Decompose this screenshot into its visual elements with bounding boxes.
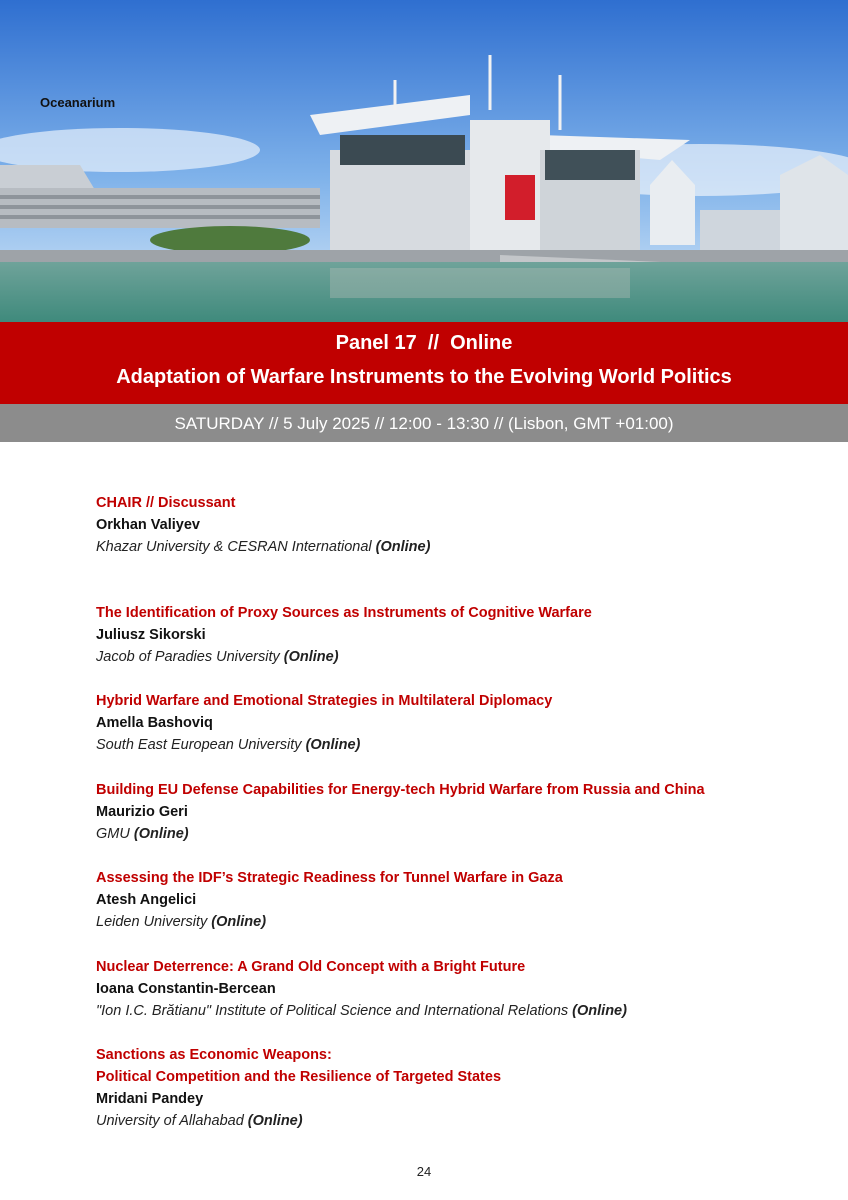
online-tag: (Online) <box>572 1003 627 1019</box>
chair-name: Orkhan Valiyev <box>96 517 200 533</box>
online-tag: (Online) <box>211 914 267 930</box>
paper-entry <box>96 779 816 845</box>
affiliation-text: University of Allahabad <box>96 1113 248 1129</box>
author-name: Maurizio Geri <box>96 804 188 820</box>
author-affiliation <box>96 823 816 845</box>
author-name: Atesh Angelici <box>96 892 197 908</box>
online-tag: (Online) <box>247 1113 303 1129</box>
hero-caption: Oceanarium <box>40 95 116 110</box>
online-tag: (Online) <box>375 539 431 555</box>
online-tag: (Online) <box>305 737 361 753</box>
paper-title: Sanctions as Economic Weapons: <box>96 1047 332 1063</box>
author-name: Amella Bashoviq <box>96 715 213 731</box>
online-tag: (Online) <box>133 826 189 842</box>
paper-title-continued: Political Competition and the Resilience of Targeted States <box>96 1069 502 1085</box>
online-tag: (Online) <box>283 649 339 665</box>
affiliation-text: Khazar University & CESRAN International <box>96 539 376 555</box>
author-affiliation <box>96 1110 816 1132</box>
paper-title: Hybrid Warfare and Emotional Strategies in Multilateral Diplomacy <box>96 693 553 709</box>
paper-title: Assessing the IDF’s Strategic Readiness for Tunnel Warfare in Gaza <box>96 870 563 886</box>
author-name: Mridani Pandey <box>96 1091 204 1107</box>
affiliation-text: GMU <box>96 826 134 842</box>
panel-title: Adaptation of Warfare Instruments to the Evolving World Politics <box>116 366 732 388</box>
panel-heading: Panel 17 // Online <box>335 332 513 354</box>
oceanarium-photo <box>0 0 848 322</box>
panel-header <box>0 322 848 404</box>
author-affiliation <box>96 734 816 756</box>
paper-entry <box>96 1044 816 1132</box>
paper-title: The Identification of Proxy Sources as Instruments of Cognitive Warfare <box>96 605 592 621</box>
paper-entry <box>96 867 816 933</box>
paper-title: Building EU Defense Capabilities for Energy-tech Hybrid Warfare from Russia and China <box>96 782 705 798</box>
affiliation-text: Jacob of Paradies University <box>96 649 284 665</box>
page-number: 24 <box>416 1164 432 1179</box>
author-name: Ioana Constantin-Bercean <box>96 981 276 997</box>
schedule-bar: SATURDAY // 5 July 2025 // 12:00 - 13:30 // (Lisbon, GMT +01:00) <box>0 404 848 442</box>
author-affiliation <box>96 911 816 933</box>
paper-title: Nuclear Deterrence: A Grand Old Concept with a Bright Future <box>96 959 526 975</box>
affiliation-text: "Ion I.C. Brătianu" Institute of Political Science and International Relations <box>96 1003 573 1019</box>
paper-entry <box>96 956 816 1022</box>
paper-entry <box>96 602 816 668</box>
chair-title: CHAIR // Discussant <box>96 495 236 511</box>
affiliation-text: South East European University <box>96 737 306 753</box>
hero-photo <box>0 0 848 322</box>
chair-entry <box>96 492 816 558</box>
chair-affiliation <box>96 536 816 558</box>
author-affiliation <box>96 1000 816 1022</box>
affiliation-text: Leiden University <box>96 914 212 930</box>
author-name: Juliusz Sikorski <box>96 627 206 643</box>
author-affiliation <box>96 646 816 668</box>
paper-entry <box>96 690 816 756</box>
